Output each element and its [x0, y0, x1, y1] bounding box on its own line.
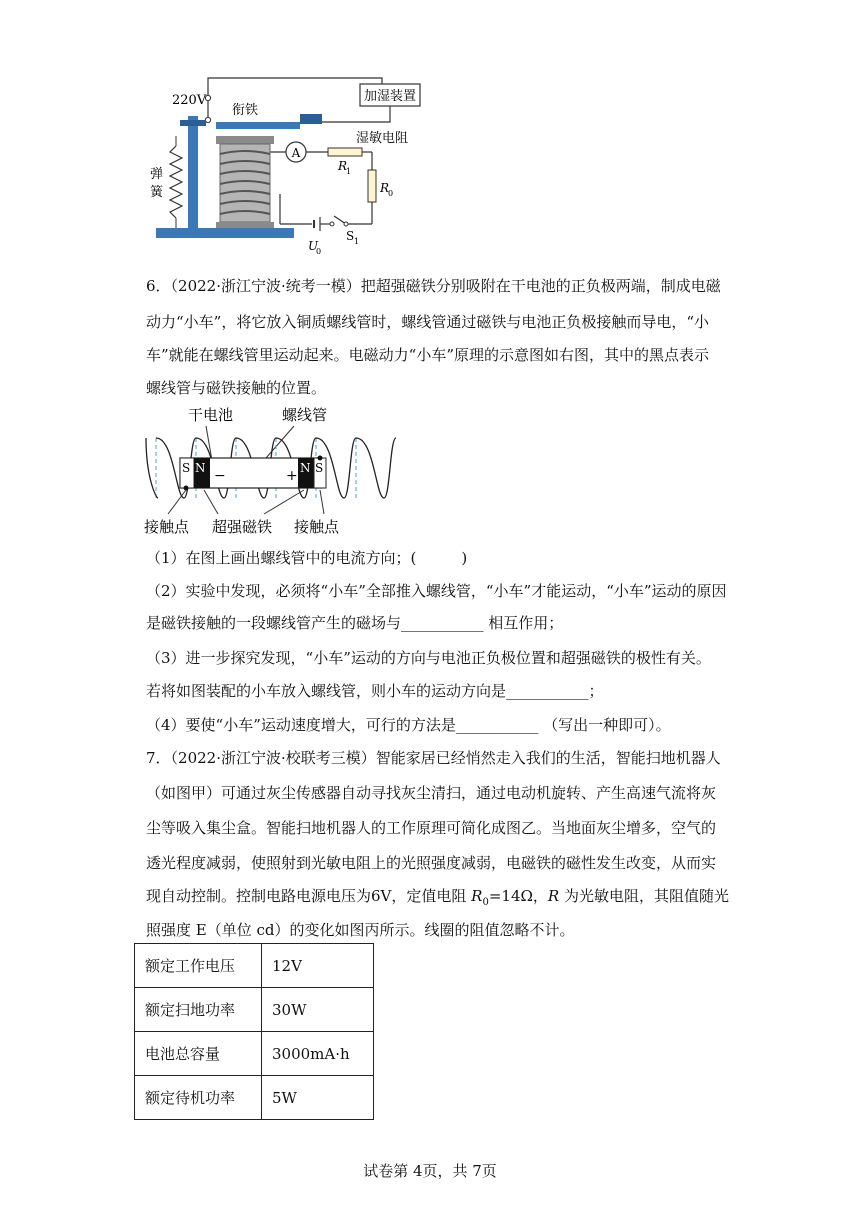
q7-line-1: 7．（2022·浙江宁波·校联考三模）智能家居已经悄然走入我们的生活，智能扫地机器人 [146, 749, 721, 767]
r1-label: R [338, 159, 348, 173]
solenoid-car-figure [144, 402, 404, 542]
q7-line-2: （如图甲）可通过灰尘传感器自动寻找灰尘清扫，通过电动机旋转、产生高速气流将灰 [146, 784, 717, 802]
q6-sub-2a: （2）实验中发现，必须将“小车”全部推入螺线管，“小车”才能运动，“小车”运动的原因 [146, 582, 727, 600]
q6-line-2: 动力“小车”，将它放入铜质螺线管时，螺线管通过磁铁与电池正负极接触而导电，“小 [146, 313, 710, 331]
svg-text:1: 1 [354, 237, 360, 246]
table-row [135, 988, 374, 1032]
page-footer: 试卷第 4页，共 7页 [363, 1162, 497, 1180]
contact-right-label: 接触点 [294, 518, 340, 536]
switch-label: S [346, 229, 355, 243]
q7-line-6: 照强度 E（单位 cd）的变化如图丙所示。线圈的阻值忽略不计。 [146, 921, 575, 939]
spring-label-top: 弹 [150, 167, 164, 182]
q7-line-5: 现自动控制。控制电路电源电压为6V，定值电阻 $R_0=14\Omega$，R 为光敏电阻，其阻值随光 [146, 887, 729, 908]
q6-sub-3b: 若将如图装配的小车放入螺线管，则小车的运动方向是___________； [146, 682, 604, 700]
left-n-pole: N [195, 461, 206, 475]
q6-sub-1: （1）在图上画出螺线管中的电流方向；( ) [146, 549, 468, 567]
source-label: U [308, 239, 319, 253]
table-row [135, 944, 374, 988]
q6-line-3: 车”就能在螺线管里运动起来。电磁动力“小车”原理的示意图如右图，其中的黑点表示 [146, 346, 710, 364]
svg-text:0: 0 [388, 189, 394, 198]
voltage-label: 220V [172, 93, 207, 108]
q7-line-3: 尘等吸入集尘盒。智能扫地机器人的工作原理可简化成图乙。当地面灰尘增多，空气的 [146, 819, 717, 837]
table-row [135, 1032, 374, 1076]
svg-text:簧: 簧 [150, 185, 164, 200]
plus-sign: + [286, 468, 298, 484]
armature-label: 衔铁 [232, 103, 259, 118]
right-s-pole: S [315, 461, 324, 475]
spec-value: 5W [262, 1076, 374, 1120]
spec-label: 额定扫地功率 [135, 988, 262, 1032]
right-n-pole: N [300, 461, 311, 475]
q7-line-4: 透光程度减弱，使照射到光敏电阻上的光照强度减弱，电磁铁的磁性发生改变，从而实 [146, 854, 717, 872]
spec-value: 3000mA·h [262, 1032, 374, 1076]
q6-line-4: 螺线管与磁铁接触的位置。 [146, 379, 327, 397]
q6-sub-4: （4）要使“小车”运动速度增大，可行的方法是___________ （写出一种即可）。 [146, 716, 671, 734]
solenoid-label: 螺线管 [282, 406, 328, 424]
minus-sign: − [214, 468, 226, 484]
spec-label: 额定待机功率 [135, 1076, 262, 1120]
sensor-label: 湿敏电阻 [356, 131, 409, 146]
humidifier-label: 加湿装置 [363, 89, 417, 104]
spec-value: 12V [262, 944, 374, 988]
relay-circuit-figure [150, 74, 430, 260]
r0-label: R [380, 181, 390, 195]
spec-value: 30W [262, 988, 374, 1032]
spec-table [134, 943, 374, 1120]
left-s-pole: S [182, 461, 191, 475]
q6-line-1: 6．（2022·浙江宁波·统考一模）把超强磁铁分别吸附在干电池的正负极两端，制成电磁 [146, 277, 721, 295]
table-row [135, 1076, 374, 1120]
q6-sub-2b: 是磁铁接触的一段螺线管产生的磁场与___________ 相互作用； [146, 614, 564, 632]
spec-label: 额定工作电压 [135, 944, 262, 988]
ammeter-label: A [291, 146, 301, 160]
q6-sub-3a: （3）进一步探究发现，“小车”运动的方向与电池正负极位置和超强磁铁的极性有关。 [146, 649, 711, 667]
contact-left-label: 接触点 [144, 518, 190, 536]
magnet-label: 超强磁铁 [212, 518, 273, 536]
svg-text:1: 1 [346, 167, 352, 176]
battery-label: 干电池 [188, 406, 234, 424]
svg-text:0: 0 [316, 247, 322, 256]
spec-label: 电池总容量 [135, 1032, 262, 1076]
